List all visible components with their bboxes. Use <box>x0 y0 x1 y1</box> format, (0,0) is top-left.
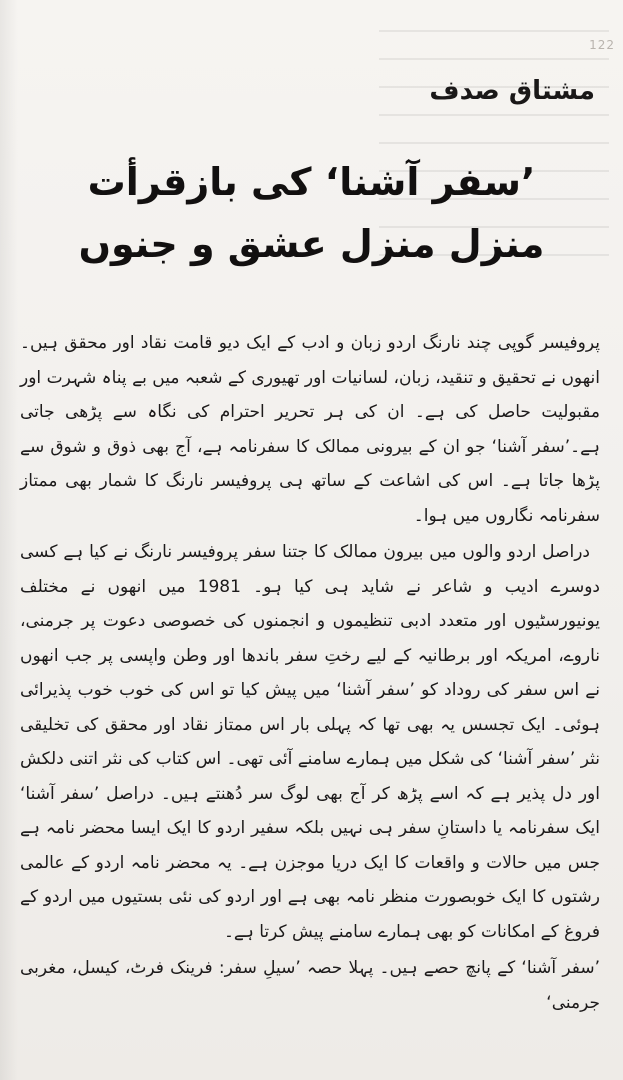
author-name: مشتاق صدف <box>429 76 595 106</box>
page-number: 122 <box>589 38 615 52</box>
article-subtitle: منزل منزل عشق و جنوں <box>78 222 545 266</box>
paragraph: پروفیسر گوپی چند نارنگ اردو زبان و ادب کے ایک دیو قامت نقاد اور محقق ہیں۔ انھوں نے تحقیق و تنقید، زبان، لسانیات اور تھیوری کے شعبہ میں بے پناہ شہرت اور مقبولیت حاصل کی ہے۔ ان کی ہر تحریر احترام کی نگاہ سے پڑھی جاتی ہے۔’سفر آشنا‘ جو ان کے بیرونی ممالک کا سفرنامہ ہے، آج بھی ذوق و شوق سے پڑھا جاتا ہے۔ اس کی اشاعت کے ساتھ ہی پروفیسر نارنگ کا شمار بھی ممتاز سفرنامہ نگاروں میں ہوا۔ <box>20 333 600 526</box>
article-title: ’سفر آشنا‘ کی بازقرأت <box>87 160 536 204</box>
article-body <box>20 326 600 1020</box>
paragraph: ’سفر آشنا‘ کے پانچ حصے ہیں۔ پہلا حصہ ’سیلِ سفر: فرینک فرٹ، کیسل، مغربی جرمنی‘ <box>20 958 600 1013</box>
paragraph: دراصل اردو والوں میں بیرون ممالک کا جتنا سفر پروفیسر نارنگ نے کیا ہے کسی دوسرے ادیب و شاعر نے شاید ہی کیا ہو۔ 1981 میں انھوں نے مختلف یونیورسٹیوں اور متعدد ادبی تنظیموں و انجمنوں کی خصوصی دعوت پر جرمنی، ناروے، امریکہ اور برطانیہ کے لیے رختِ سفر باندھا اور وطن واپسی پر جب انھوں نے اس سفر کی روداد کو ’سفر آشنا‘ میں پیش کیا تو اس کی خوب خوب پذیرائی ہوئی۔ ایک تجسس یہ بھی تھا کہ پہلی بار اس ممتاز نقاد اور محقق کی تخلیقی نثر ’سفر آشنا‘ کی شکل میں ہمارے سامنے آئی تھی۔ اس کتاب کی نثر اتنی دلکش اور دل پذیر ہے کہ اسے پڑھ کر آج بھی لوگ سر دُھنتے ہیں۔ دراصل ’سفر آشنا‘ ایک سفرنامہ یا داستانِ سفر ہی نہیں بلکہ سفیر اردو کا ایک ایسا محضر نامہ ہے جس میں حالات و واقعات کا ایک دریا موجزن ہے۔ یہ محضر نامہ اردو کے عالمی رشتوں کا ایک خوبصورت منظر نامہ بھی ہے اور اردو کی نئی بستیوں میں اردو کے فروغ کے امکانات کو بھی ہمارے سامنے پیش کرتا ہے۔ <box>20 542 600 942</box>
